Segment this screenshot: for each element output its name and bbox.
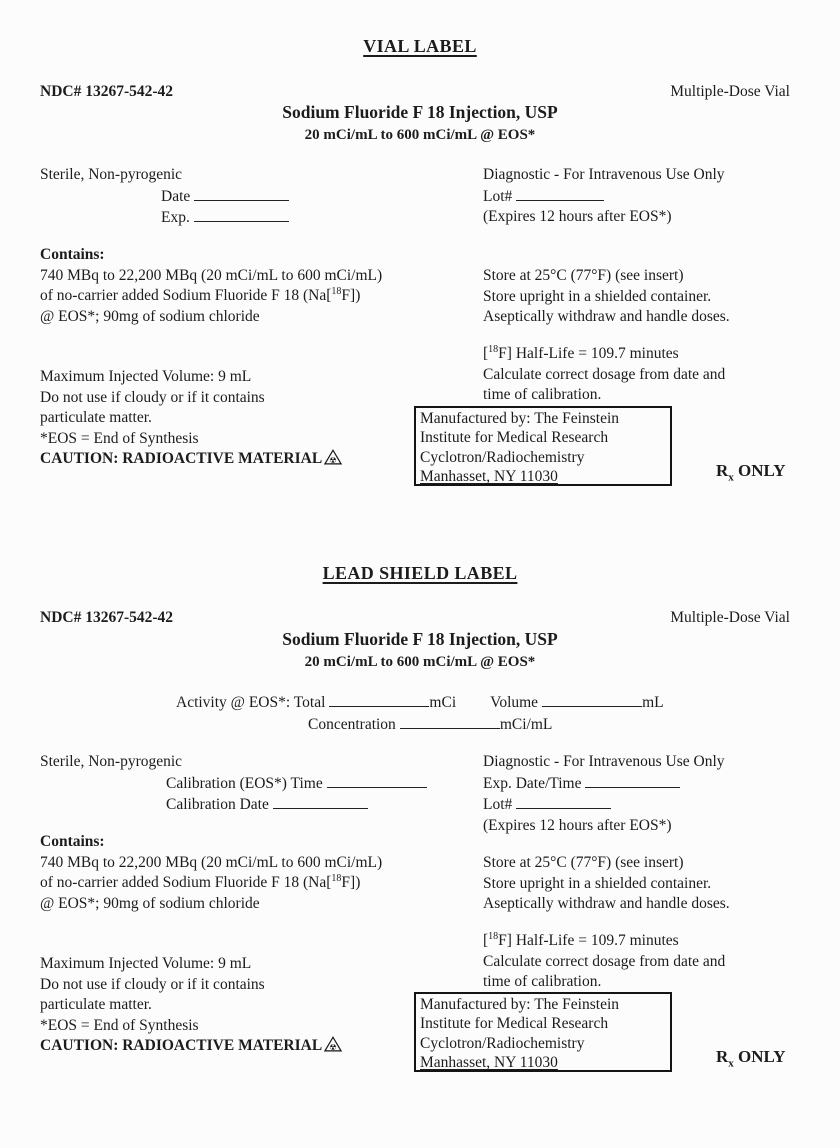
caution-line — [40, 449, 342, 470]
calibration-time-label: Calibration (EOS*) Time — [166, 774, 323, 792]
contains-line2-post: F]) — [341, 874, 361, 891]
rx-only-text: ONLY — [738, 461, 786, 480]
calc-line2: time of calibration. — [483, 386, 602, 403]
calibration-time-row — [40, 773, 427, 795]
exp-blank-line — [194, 207, 289, 222]
contains-block — [40, 245, 382, 327]
exp-datetime-blank-line — [585, 773, 680, 788]
caution-line — [40, 1036, 342, 1057]
lot-field-row — [483, 794, 725, 816]
contains-line2-pre: of no-carrier added Sodium Fluoride F 18 (Na[ — [40, 287, 332, 304]
activity-label: Activity @ EOS*: — [176, 694, 291, 711]
store-line2: Store upright in a shielded container. — [483, 287, 712, 305]
section-title-text: LEAD SHIELD LABEL — [322, 563, 518, 583]
contains-line2-post: F]) — [341, 287, 361, 304]
store-line1: Store at 25°C (77°F) (see insert) — [483, 267, 684, 284]
date-blank-line — [194, 186, 289, 201]
manufacturer-line4: Manhasset, NY 11030 — [420, 468, 558, 486]
contains-line2 — [40, 286, 382, 307]
concentration-label: Concentration — [308, 715, 396, 733]
date-label: Date — [161, 187, 191, 205]
contains-line1: 740 MBq to 22,200 MBq (20 mCi/mL to 600 mCi/mL) — [40, 853, 383, 871]
total-unit: mCi — [429, 694, 457, 711]
cloudy-line1: Do not use if cloudy or if it contains — [40, 388, 265, 406]
halflife-block — [483, 931, 725, 993]
exp-label: Exp. — [161, 209, 190, 226]
manufacturer-box — [414, 992, 672, 1072]
vial-type: Multiple-Dose Vial — [670, 83, 790, 100]
lot-field-row — [483, 186, 725, 208]
total-blank-line — [329, 692, 429, 707]
cloudy-line2: particulate matter. — [40, 409, 152, 426]
calc-line1: Calculate correct dosage from date and — [483, 952, 726, 970]
halflife-post: F] Half-Life = 109.7 minutes — [498, 345, 679, 362]
halflife-line — [483, 931, 725, 952]
rx-r: R — [716, 1047, 729, 1066]
date-field-row — [40, 186, 289, 208]
exp-field-row — [40, 207, 289, 229]
total-label: Total — [293, 694, 326, 711]
contains-line3: @ EOS*; 90mg of sodium chloride — [40, 307, 260, 325]
ndc-number: NDC# 13267-542-42 — [40, 83, 174, 100]
manufacturer-line1: Manufactured by: The Feinstein — [420, 410, 620, 427]
rx-only-mark — [716, 461, 786, 488]
contains-heading: Contains: — [40, 833, 105, 850]
radioactive-icon — [324, 449, 342, 465]
vial-type: Multiple-Dose Vial — [670, 609, 790, 626]
sterile-block — [40, 752, 427, 816]
calibration-time-blank-line — [327, 773, 427, 788]
storage-block — [483, 266, 730, 328]
sterile-text: Sterile, Non-pyrogenic — [40, 166, 183, 183]
manufacturer-line3: Cyclotron/Radiochemistry — [420, 1034, 585, 1052]
isotope-superscript: 18 — [331, 872, 342, 884]
exp-datetime-label: Exp. Date/Time — [483, 774, 582, 792]
eos-definition: *EOS = End of Synthesis — [40, 1016, 199, 1034]
store-line3: Aseptically withdraw and handle doses. — [483, 308, 730, 325]
radioactive-icon — [324, 1036, 342, 1052]
store-line1: Store at 25°C (77°F) (see insert) — [483, 854, 684, 871]
product-name: Sodium Fluoride F 18 Injection, USP — [282, 102, 558, 122]
contains-heading: Contains: — [40, 246, 105, 263]
ndc-row — [0, 608, 840, 629]
svg-text:☢: ☢ — [329, 454, 337, 465]
diagnostic-block — [483, 752, 725, 836]
manufacturer-line1: Manufactured by: The Feinstein — [420, 996, 620, 1013]
store-line3: Aseptically withdraw and handle doses. — [483, 895, 730, 912]
lot-label: Lot# — [483, 796, 513, 813]
volume-label: Volume — [490, 694, 539, 711]
ndc-row — [0, 82, 840, 103]
lot-label: Lot# — [483, 187, 513, 205]
contains-line3: @ EOS*; 90mg of sodium chloride — [40, 894, 260, 912]
calc-line2: time of calibration. — [483, 973, 602, 990]
exp-datetime-row — [483, 773, 725, 795]
lot-blank-line — [516, 186, 604, 201]
isotope-superscript: 18 — [488, 930, 499, 942]
eos-definition: *EOS = End of Synthesis — [40, 429, 199, 447]
rx-only-mark — [716, 1047, 786, 1074]
concentration-row — [176, 714, 664, 736]
diagnostic-text: Diagnostic - For Intravenous Use Only — [483, 166, 725, 183]
diagnostic-block — [483, 165, 725, 228]
rx-only-text: ONLY — [738, 1047, 786, 1066]
contains-line1: 740 MBq to 22,200 MBq (20 mCi/mL to 600 mCi/mL) — [40, 266, 383, 284]
activity-row — [176, 692, 664, 714]
usage-warning-block — [40, 954, 342, 1057]
isotope-superscript: 18 — [488, 343, 499, 355]
caution-text: CAUTION: RADIOACTIVE MATERIAL — [40, 450, 323, 467]
store-line2: Store upright in a shielded container. — [483, 874, 712, 892]
expires-note: (Expires 12 hours after EOS*) — [483, 208, 672, 225]
rx-sub: x — [728, 471, 734, 484]
halflife-pre: [ — [483, 345, 489, 362]
activity-block — [176, 692, 664, 735]
manufacturer-line4: Manhasset, NY 11030 — [420, 1054, 558, 1072]
vial-label-section-title — [0, 36, 840, 59]
ndc-number: NDC# 13267-542-42 — [40, 609, 174, 626]
cloudy-line1: Do not use if cloudy or if it contains — [40, 975, 265, 993]
manufacturer-line2: Institute for Medical Research — [420, 429, 609, 447]
manufacturer-box — [414, 406, 672, 486]
max-volume: Maximum Injected Volume: 9 mL — [40, 955, 252, 972]
storage-block — [483, 853, 730, 915]
manufacturer-line3: Cyclotron/Radiochemistry — [420, 448, 585, 466]
calibration-date-blank-line — [273, 794, 368, 809]
halflife-line — [483, 344, 725, 365]
calc-line1: Calculate correct dosage from date and — [483, 365, 726, 383]
contains-line2-pre: of no-carrier added Sodium Fluoride F 18 (Na[ — [40, 874, 332, 891]
manufacturer-line2: Institute for Medical Research — [420, 1015, 609, 1033]
rx-sub: x — [728, 1057, 734, 1070]
sterile-text: Sterile, Non-pyrogenic — [40, 753, 183, 770]
product-name: Sodium Fluoride F 18 Injection, USP — [282, 629, 558, 649]
product-strength: 20 mCi/mL to 600 mCi/mL @ EOS* — [304, 127, 536, 143]
halflife-post: F] Half-Life = 109.7 minutes — [498, 932, 679, 949]
sterile-block — [40, 165, 289, 229]
calibration-date-row — [40, 794, 427, 816]
cloudy-line2: particulate matter. — [40, 996, 152, 1013]
lead-shield-label-section-title — [0, 563, 840, 586]
caution-text: CAUTION: RADIOACTIVE MATERIAL — [40, 1037, 323, 1054]
concentration-unit: mCi/mL — [499, 715, 553, 733]
contains-line2 — [40, 873, 382, 894]
lot-blank-line — [516, 794, 611, 809]
product-strength: 20 mCi/mL to 600 mCi/mL @ EOS* — [304, 654, 536, 670]
section-title-text: VIAL LABEL — [363, 36, 477, 56]
volume-unit: mL — [642, 694, 664, 711]
svg-text:☢: ☢ — [329, 1041, 337, 1052]
rx-r: R — [716, 461, 729, 480]
diagnostic-text: Diagnostic - For Intravenous Use Only — [483, 753, 725, 770]
isotope-superscript: 18 — [331, 285, 342, 297]
calibration-date-label: Calibration Date — [166, 796, 269, 813]
concentration-blank-line — [400, 714, 500, 729]
usage-warning-block — [40, 367, 342, 470]
halflife-pre: [ — [483, 932, 489, 949]
max-volume: Maximum Injected Volume: 9 mL — [40, 368, 252, 385]
contains-block — [40, 832, 382, 914]
expires-note: (Expires 12 hours after EOS*) — [483, 816, 672, 834]
halflife-block — [483, 344, 725, 406]
volume-blank-line — [542, 692, 642, 707]
